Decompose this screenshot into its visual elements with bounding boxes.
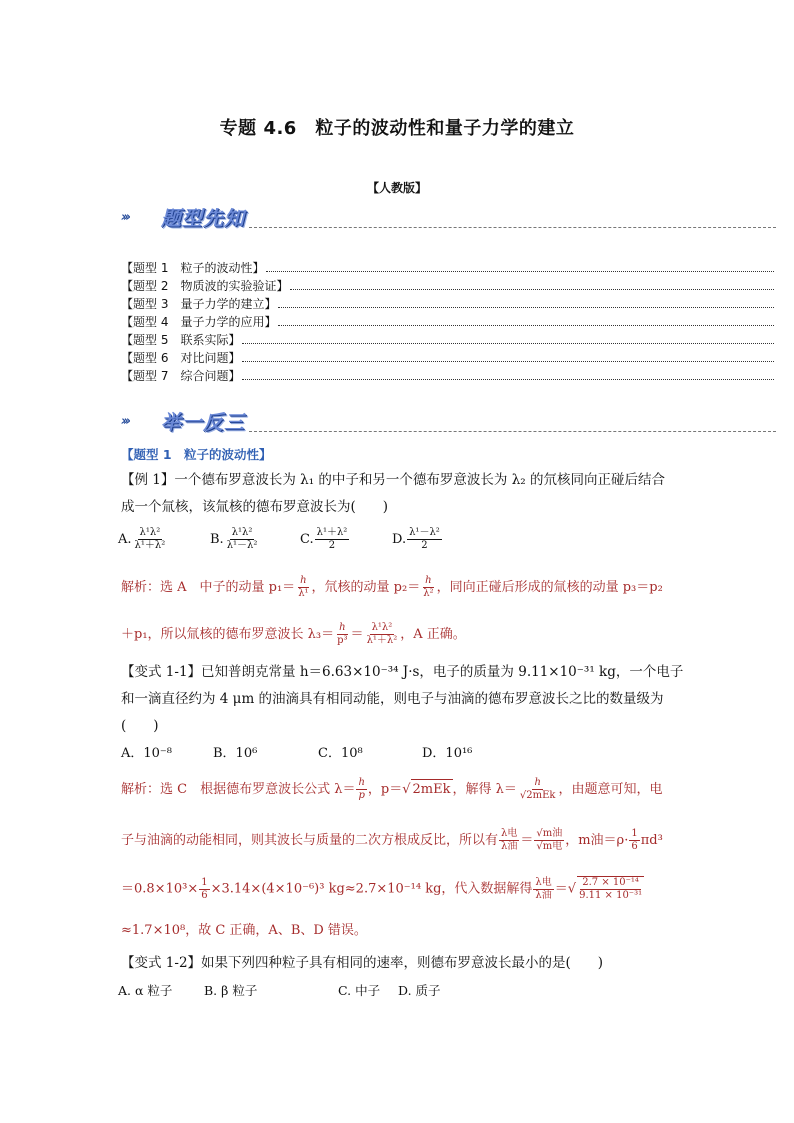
example-1-line-2: 成一个氚核，该氚核的德布罗意波长为( ) (121, 499, 389, 515)
variant-1-1-option-a: A．10⁻⁸ (121, 746, 173, 761)
banner-divider (249, 431, 776, 432)
option-a: A. $\frac{\text{λ¹λ²}}{\text{λ¹＋λ²}}$ (118, 527, 166, 551)
variant-1-1-line-1: 【变式 1-1】已知普朗克常量 h＝6.63×10⁻³⁴ J·s，电子的质量为 9.11×10⁻³¹ kg，一个电子 (121, 664, 684, 680)
option-b: B. $\frac{\text{λ¹λ²}}{\text{λ¹－λ²}}$ (210, 527, 258, 551)
variant-1-1-option-d: D．10¹⁶ (422, 746, 473, 761)
variant-1-2-option-d: D. 质子 (398, 983, 441, 998)
toc-item-3[interactable]: 【题型 3 量子力学的建立】 (121, 294, 774, 312)
edition-label: 【人教版】 (366, 181, 427, 195)
banner-examples (121, 404, 776, 434)
example-1-solution-line-2: ＋p₁，所以氚核的德布罗意波长 λ₃＝ $\frac{h}{\text{p³}}$ ＝ $\frac{\text{λ¹λ²}}{\text{λ¹＋λ²}}$ ，A 正确。 (121, 622, 466, 646)
variant-1-2-option-c: C. 中子 (338, 983, 381, 998)
toc-item-5[interactable]: 【题型 5 联系实际】 (121, 330, 774, 348)
option-d: D. $\frac{\text{λ¹－λ²}}{2}$ (392, 527, 440, 551)
variant-1-1-solution-line-1: 解析：选 C 根据德布罗意波长公式 λ＝ $\frac{h}{p}$ ，p＝√ 2mEk ，解得 λ＝ $\frac{h}{\text{√2mEk}}$ ，由题意可知，电 (121, 777, 663, 801)
toc-item-1[interactable]: 【题型 1 粒子的波动性】 (121, 258, 774, 276)
page-title: 专题 4.6 粒子的波动性和量子力学的建立 (219, 118, 575, 139)
variant-1-2-option-a: A. α 粒子 (118, 983, 173, 998)
banner-title: 举一反三 (161, 410, 245, 434)
variant-1-1-line-2: 和一滴直径约为 4 μm 的油滴具有相同动能，则电子与油滴的德布罗意波长之比的数量级为 (121, 691, 664, 707)
banner-title: 题型先知 (161, 206, 245, 230)
banner-arrows-icon: ››› (121, 210, 129, 225)
variant-1-2-option-b: B. β 粒子 (204, 983, 258, 998)
variant-1-1-solution-line-2: 子与油滴的动能相同，则其波长与质量的二次方根成反比，所以有 $\frac{\text{λ电}}{\text{λ油}}$ ＝ $\frac{\text{√m油}}{\text{√m电}}$ ，m油＝ρ· $\frac{1}{6}$ πd³ (121, 828, 663, 852)
banner-divider (249, 227, 776, 228)
option-c: C. $\frac{\text{λ¹＋λ²}}{2}$ (300, 527, 348, 551)
banner-overview (121, 200, 776, 230)
variant-1-1-option-c: C．10⁸ (318, 746, 363, 761)
section-heading: 【题型 1 粒子的波动性】 (121, 447, 272, 462)
example-1-line-1: 【例 1】一个德布罗意波长为 λ₁ 的中子和另一个德布罗意波长为 λ₂ 的氘核同向正碰后结合 (121, 472, 665, 488)
variant-1-1-solution-line-3: ＝0.8×10³× $\frac{1}{6}$ ×3.14×(4×10⁻⁶)³ kg≈2.7×10⁻¹⁴ kg，代入数据解得 $\frac{\text{λ电}}{\text{λ油}}$ ＝√ $\frac{\text{2.7 × 10⁻¹⁴}}{\text{9.11 × 10⁻³¹}}$ (121, 876, 643, 901)
variant-1-1-solution-line-4: ≈1.7×10⁸，故 C 正确，A、B、D 错误。 (121, 923, 367, 938)
banner-arrows-icon: ››› (121, 414, 129, 429)
example-1-solution-line-1: 解析：选 A 中子的动量 p₁＝ $\frac{h}{\text{λ¹}}$ ，氘核的动量 p₂＝ $\frac{h}{\text{λ²}}$ ，同向正碰后形成的氚核的动量 p₃＝p₂ (121, 575, 663, 599)
toc-item-2[interactable]: 【题型 2 物质波的实验验证】 (121, 276, 774, 294)
toc-item-7[interactable]: 【题型 7 综合问题】 (121, 366, 774, 384)
variant-1-1-line-3: ( ) (121, 718, 159, 734)
variant-1-1-option-b: B．10⁶ (213, 746, 258, 761)
toc-item-4[interactable]: 【题型 4 量子力学的应用】 (121, 312, 774, 330)
variant-1-2-line-1: 【变式 1-2】如果下列四种粒子具有相同的速率，则德布罗意波长最小的是( ) (121, 955, 604, 971)
toc-item-6[interactable]: 【题型 6 对比问题】 (121, 348, 774, 366)
